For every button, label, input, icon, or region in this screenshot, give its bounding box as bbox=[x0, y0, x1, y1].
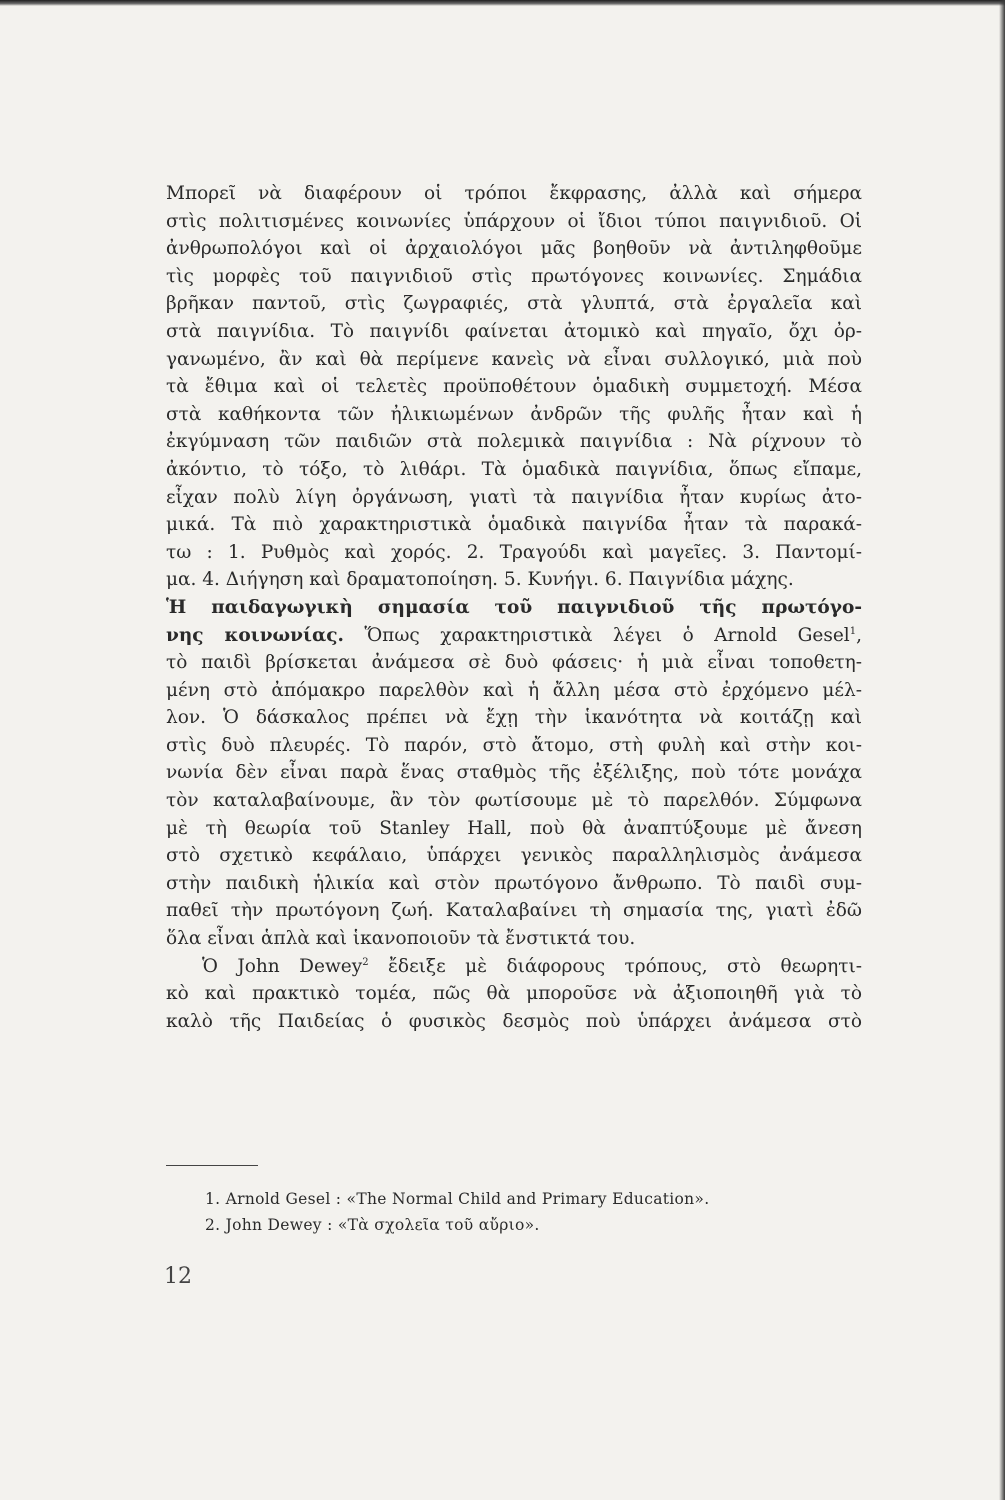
footnote-mark-1: 1 bbox=[849, 625, 857, 637]
footnote-2: 2. John Dewey : «Τὰ σχολεῖα τοῦ αὔριο». bbox=[205, 1216, 540, 1234]
text-line: ἐκγύμναση τῶν παιδιῶν στὰ πολεμικὰ παιγνίδια : Νὰ ρίχνουν τὸ bbox=[166, 431, 862, 453]
dewey-start: Ὁ John Dewey bbox=[202, 955, 363, 977]
main-text bbox=[166, 180, 862, 1035]
section-heading-end: νης κοινωνίας. bbox=[166, 624, 344, 646]
footnote-1: 1. Arnold Gesel : «The Normal Child and Primary Education». bbox=[205, 1190, 710, 1208]
text-line: γανωμένο, ἂν καὶ θὰ περίμενε κανεὶς νὰ εἶναι συλλογικό, μιὰ ποὺ bbox=[166, 348, 862, 370]
paragraph-2-line-3: καλὸ τῆς Παιδείας ὁ φυσικὸς δεσμὸς ποὺ ὑπάρχει ἀνάμεσα στὸ bbox=[166, 1010, 862, 1032]
text-line: ἀκόντιο, τὸ τόξο, τὸ λιθάρι. Τὰ ὁμαδικὰ παιγνίδια, ὅπως εἴπαμε, bbox=[166, 458, 862, 480]
text-line: ἀνθρωπολόγοι καὶ οἱ ἀρχαιολόγοι μᾶς βοηθοῦν νὰ ἀντιληφθοῦμε bbox=[166, 238, 862, 260]
text-line: στὸ σχετικὸ κεφάλαιο, ὑπάρχει γενικὸς παραλληλισμὸς ἀνάμεσα bbox=[166, 845, 862, 867]
paragraph-1-continued bbox=[166, 649, 862, 953]
footnotes bbox=[205, 1186, 865, 1238]
text-line: ὅλα εἶναι ἁπλὰ καὶ ἱκανοποιοῦν τὰ ἔνστικτά του. bbox=[166, 928, 636, 950]
text-line: τὸν καταλαβαίνουμε, ἂν τὸν φωτίσουμε μὲ τὸ παρελθόν. Σύμφωνα bbox=[166, 790, 862, 812]
text-line: τω : 1. Ρυθμὸς καὶ χορός. 2. Τραγούδι καὶ μαγεῖες. 3. Παντομί- bbox=[166, 541, 862, 563]
text-line: εἶχαν πολὺ λίγη ὀργάνωση, γιατὶ τὰ παιγνίδια ἦταν κυρίως ἀτο- bbox=[166, 486, 862, 508]
text-line: μένη στὸ ἀπόμακρο παρελθὸν καὶ ἡ ἄλλη μέσα στὸ ἐρχόμενο μέλ- bbox=[166, 679, 862, 701]
paragraph-2-line-2: κὸ καὶ πρακτικὸ τομέα, πῶς θὰ μποροῦσε νὰ ἀξιοποιηθῆ γιὰ τὸ bbox=[166, 983, 862, 1005]
text-line: μα. 4. Διήγηση καὶ δραματοποίηση. 5. Κυνήγι. 6. Παιγνίδια μάχης. bbox=[166, 569, 794, 591]
heading-line-text: Ὅπως χαρακτηριστικὰ λέγει ὁ Arnold Gesel bbox=[343, 624, 850, 646]
text-line: στὶς πολιτισμένες κοινωνίες ὑπάρχουν οἱ ἴδιοι τύποι παιγνιδιοῦ. Οἱ bbox=[166, 210, 862, 232]
text-line: τὸ παιδὶ βρίσκεται ἀνάμεσα σὲ δυὸ φάσεις· ἡ μιὰ εἶναι τοποθετη- bbox=[166, 652, 862, 674]
text-line: παθεῖ τὴν πρωτόγονη ζωή. Καταλαβαίνει τὴ σημασία της, γιατὶ ἐδῶ bbox=[166, 900, 862, 922]
dewey-rest: ἔδειξε μὲ διάφορους τρόπους, στὸ θεωρητι- bbox=[368, 955, 862, 977]
page-right-edge bbox=[999, 0, 1005, 1500]
text-line: Μπορεῖ νὰ διαφέρουν οἱ τρόποι ἔκφρασης, ἀλλὰ καὶ σήμερα bbox=[166, 183, 862, 204]
text-line: λον. Ὁ δάσκαλος πρέπει νὰ ἔχῃ τὴν ἱκανότητα νὰ κοιτάζῃ καὶ bbox=[166, 707, 862, 729]
footnote-mark-2: 2 bbox=[362, 956, 369, 968]
text-line: στὰ καθήκοντα τῶν ἠλικιωμένων ἀνδρῶν τῆς φυλῆς ἦταν καὶ ἡ bbox=[166, 403, 862, 425]
heading-line-1 bbox=[166, 594, 862, 622]
paragraph-1 bbox=[166, 180, 862, 594]
text-line: στὴν παιδικὴ ἡλικία καὶ στὸν πρωτόγονο ἄνθρωπο. Τὸ παιδὶ συμ- bbox=[166, 872, 862, 894]
text-line: τὰ ἔθιμα καὶ οἱ τελετὲς προϋποθέτουν ὁμαδικὴ συμμετοχή. Μέσα bbox=[166, 376, 862, 398]
text-line: μὲ τὴ θεωρία τοῦ Stanley Hall, ποὺ θὰ ἀναπτύξουμε μὲ ἄνεση bbox=[166, 817, 862, 839]
text-line: τὶς μορφὲς τοῦ παιγνιδιοῦ στὶς πρωτόγονες κοινωνίες. Σημάδια bbox=[166, 265, 862, 287]
text-line: νωνία δὲν εἶναι παρὰ ἕνας σταθμὸς τῆς ἐξέλιξης, ποὺ τότε μονάχα bbox=[166, 762, 862, 784]
page-number: 12 bbox=[164, 1264, 192, 1289]
section-heading: Ἡ παιδαγωγικὴ σημασία τοῦ παιγνιδιοῦ τῆς πρωτόγο- bbox=[166, 596, 862, 618]
text-line: μικά. Τὰ πιὸ χαρακτηριστικὰ ὁμαδικὰ παιγνίδα ἦταν τὰ παρακά- bbox=[166, 514, 862, 536]
text-line: στὰ παιγνίδια. Τὸ παιγνίδι φαίνεται ἀτομικὸ καὶ πηγαῖο, ὄχι ὀρ- bbox=[166, 320, 862, 342]
heading-line-2 bbox=[166, 622, 862, 650]
footnote-divider bbox=[166, 1165, 258, 1166]
text-line: βρῆκαν παντοῦ, στὶς ζωγραφιές, στὰ γλυπτά, στὰ ἐργαλεῖα καὶ bbox=[166, 293, 862, 315]
paragraph-2-line-1 bbox=[166, 953, 862, 981]
text-line: στὶς δυὸ πλευρές. Τὸ παρόν, στὸ ἄτομο, στὴ φυλὴ καὶ στὴν κοι- bbox=[166, 734, 862, 756]
page-top-edge bbox=[0, 0, 1005, 6]
heading-line-comma: , bbox=[856, 624, 862, 646]
